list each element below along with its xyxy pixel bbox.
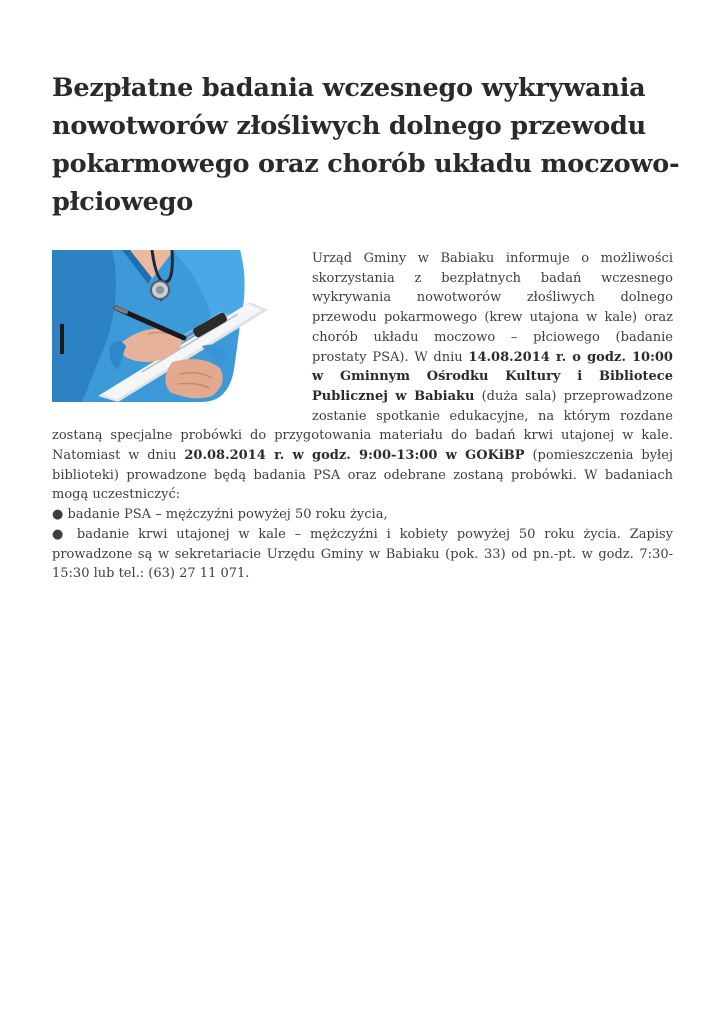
paragraph-text-1: Urząd Gminy w Babiaku informuje o możliwości skorzystania z bezpłatnych badań wczesnego wykrywania nowotworów złośliwych dolnego przewodu pokarmowego (krew utajona w kale) oraz chorób układu moczowo – płciowego (badanie prostaty PSA). W dniu (312, 251, 673, 365)
image-spacer (52, 249, 312, 425)
bullet-blood-test: ● badanie krwi utajonej w kale – mężczyźni i kobiety powyżej 50 roku życia. Zapisy prowadzone są w sekretariacie Urzędu Gminy w Babiaku (pok. 33) od pn.-pt. w godz. 7:30-15:30 lub tel.: (63) 27 11 071. (52, 526, 673, 582)
paragraph-text-2: (duża sala) przeprowadzone zostanie spotkanie edukacyjne, na którym rozdane zostaną specjalne probówki do przygotowania materiału do badań krwi utajonej w kale. Natomiast w dniu (52, 388, 673, 464)
article-body (52, 249, 673, 584)
paragraph-text-3: (pomieszczenia byłej biblioteki) prowadzone będą badania PSA oraz odebrane zostaną probówki. W badaniach mogą uczestniczyć: (52, 448, 673, 503)
article-title: Bezpłatne badania wczesnego wykrywania nowotworów złośliwych dolnego przewodu pokarmowego oraz chorób układu moczowo-płciowego (52, 73, 680, 217)
paragraph-bold-date-1: 14.08.2014 r. o godz. 10:00 w Gminnym Ośrodku Kultury i Bibliotece Publicznej w Babiaku (312, 349, 673, 404)
bullet-psa: ● badanie PSA – mężczyźni powyżej 50 roku życia, (52, 507, 388, 523)
paragraph-bold-date-2: 20.08.2014 r. w godz. 9:00-13:00 w GOKiBP (184, 448, 525, 464)
